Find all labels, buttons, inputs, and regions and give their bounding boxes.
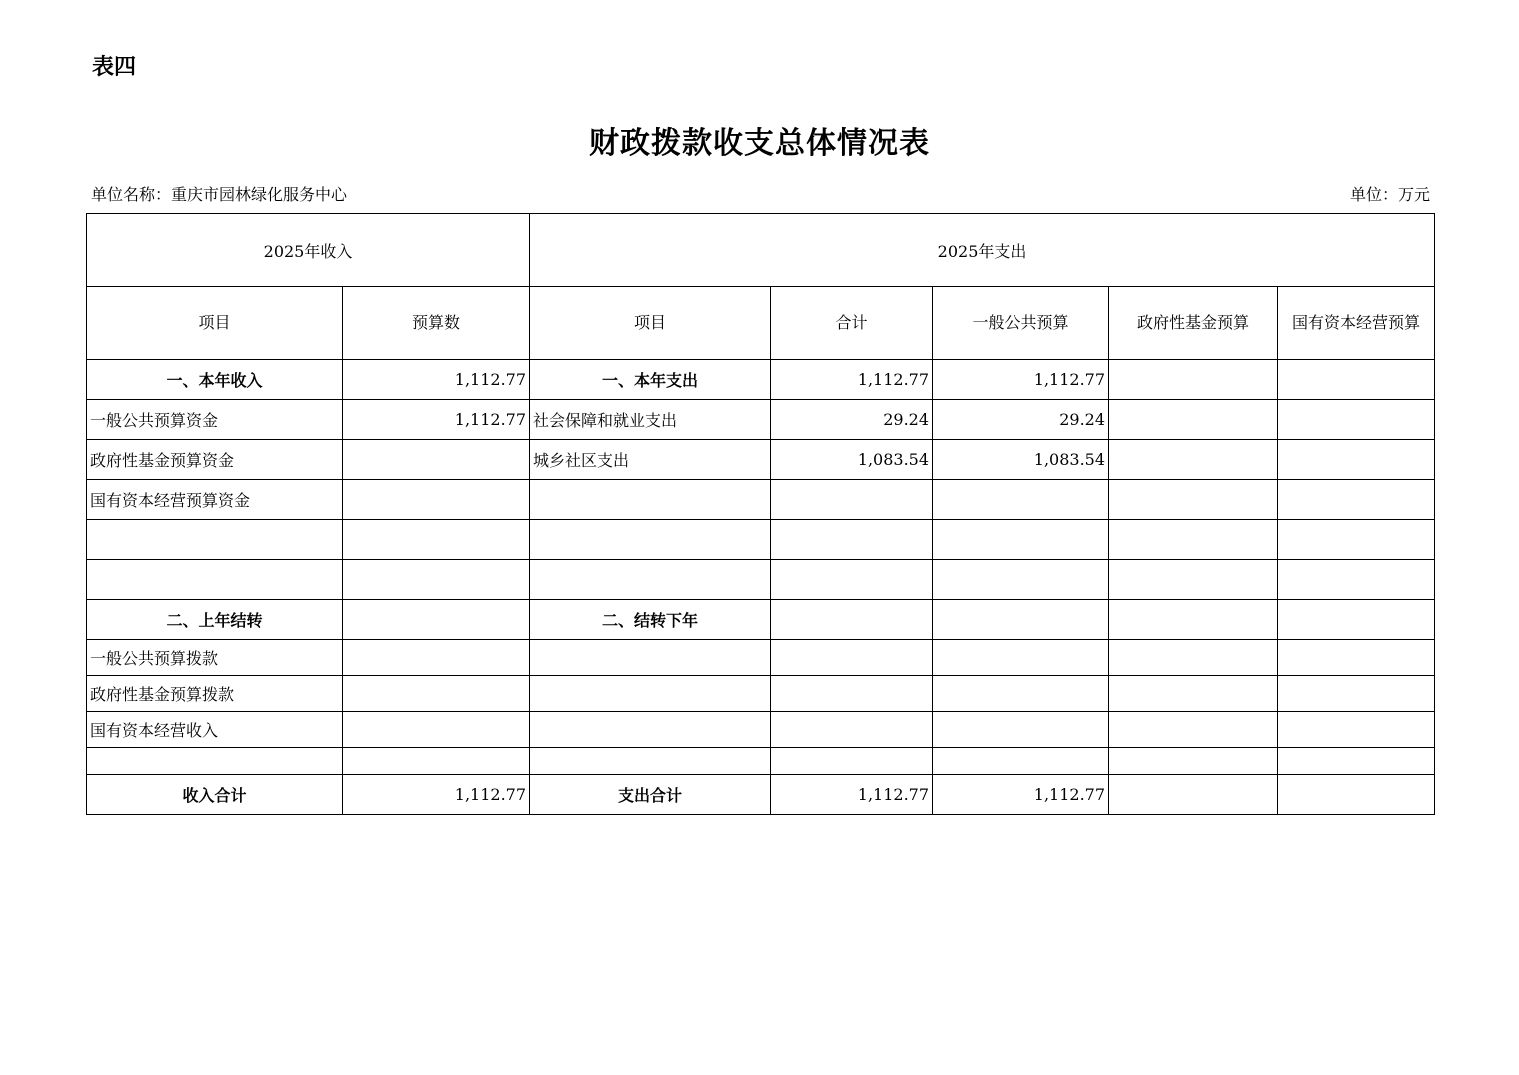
income-item-cell: 政府性基金预算拨款 [87, 676, 343, 712]
income-item-cell: 收入合计 [87, 775, 343, 815]
expense-state-capital-cell [1278, 440, 1435, 480]
expense-general-public-cell: 29.24 [933, 400, 1109, 440]
expense-item-cell: 二、结转下年 [530, 600, 771, 640]
income-item-cell: 二、上年结转 [87, 600, 343, 640]
income-amount-cell [343, 712, 530, 748]
expense-government-fund-cell [1109, 712, 1278, 748]
expense-state-capital-cell [1278, 775, 1435, 815]
col-total: 合计 [771, 287, 933, 360]
expense-item-cell: 城乡社区支出 [530, 440, 771, 480]
income-amount-cell [343, 480, 530, 520]
income-group-header: 2025年收入 [87, 214, 530, 287]
expense-government-fund-cell [1109, 440, 1278, 480]
income-amount-cell [343, 748, 530, 775]
expense-general-public-cell [933, 560, 1109, 600]
column-header-row [87, 287, 1435, 360]
col-state-capital-budget: 国有资本经营预算 [1278, 287, 1435, 360]
expense-total-cell: 1,112.77 [771, 775, 933, 815]
expense-general-public-cell: 1,112.77 [933, 775, 1109, 815]
expense-government-fund-cell [1109, 676, 1278, 712]
expense-state-capital-cell [1278, 748, 1435, 775]
expense-government-fund-cell [1109, 400, 1278, 440]
col-income-item: 项目 [87, 287, 343, 360]
group-header-row [87, 214, 1435, 287]
expense-item-cell [530, 480, 771, 520]
income-item-cell: 政府性基金预算资金 [87, 440, 343, 480]
expense-total-cell [771, 520, 933, 560]
income-amount-cell [343, 520, 530, 560]
income-item-cell: 一般公共预算资金 [87, 400, 343, 440]
income-amount-cell [343, 600, 530, 640]
expense-government-fund-cell [1109, 600, 1278, 640]
expense-general-public-cell [933, 676, 1109, 712]
expense-state-capital-cell [1278, 712, 1435, 748]
income-amount-cell [343, 440, 530, 480]
table-row [87, 600, 1435, 640]
income-item-cell: 一、本年收入 [87, 360, 343, 400]
expense-state-capital-cell [1278, 560, 1435, 600]
income-item-cell [87, 560, 343, 600]
expense-item-cell [530, 676, 771, 712]
expense-total-cell: 1,083.54 [771, 440, 933, 480]
expense-general-public-cell [933, 748, 1109, 775]
expense-total-cell: 1,112.77 [771, 360, 933, 400]
income-amount-cell: 1,112.77 [343, 360, 530, 400]
expense-state-capital-cell [1278, 676, 1435, 712]
table-number: 表四 [92, 55, 137, 80]
table-row [87, 676, 1435, 712]
income-amount-cell: 1,112.77 [343, 775, 530, 815]
expense-item-cell: 支出合计 [530, 775, 771, 815]
expense-government-fund-cell [1109, 520, 1278, 560]
expense-total-cell [771, 676, 933, 712]
expense-total-cell [771, 480, 933, 520]
expense-government-fund-cell [1109, 775, 1278, 815]
expense-general-public-cell: 1,083.54 [933, 440, 1109, 480]
expense-government-fund-cell [1109, 560, 1278, 600]
col-expense-item: 项目 [530, 287, 771, 360]
expense-general-public-cell: 1,112.77 [933, 360, 1109, 400]
expense-item-cell [530, 560, 771, 600]
table-row [87, 560, 1435, 600]
expense-government-fund-cell [1109, 480, 1278, 520]
expense-state-capital-cell [1278, 480, 1435, 520]
col-budget-amount: 预算数 [343, 287, 530, 360]
expense-item-cell [530, 748, 771, 775]
col-government-fund-budget: 政府性基金预算 [1109, 287, 1278, 360]
table-row [87, 520, 1435, 560]
expense-state-capital-cell [1278, 360, 1435, 400]
expense-state-capital-cell [1278, 520, 1435, 560]
expense-general-public-cell [933, 640, 1109, 676]
table-row [87, 640, 1435, 676]
income-item-cell: 国有资本经营收入 [87, 712, 343, 748]
expense-general-public-cell [933, 480, 1109, 520]
page-title: 财政拨款收支总体情况表 [589, 126, 930, 161]
unit-name: 单位名称：重庆市园林绿化服务中心 [91, 185, 348, 204]
table-row [87, 360, 1435, 400]
table-row [87, 748, 1435, 775]
expense-item-cell: 社会保障和就业支出 [530, 400, 771, 440]
income-amount-cell [343, 640, 530, 676]
expense-state-capital-cell [1278, 600, 1435, 640]
expense-total-cell [771, 640, 933, 676]
income-item-cell [87, 520, 343, 560]
col-general-public-budget: 一般公共预算 [933, 287, 1109, 360]
expense-general-public-cell [933, 600, 1109, 640]
expense-general-public-cell [933, 712, 1109, 748]
income-item-cell [87, 748, 343, 775]
expense-government-fund-cell [1109, 360, 1278, 400]
expense-total-cell [771, 748, 933, 775]
income-amount-cell: 1,112.77 [343, 400, 530, 440]
expense-government-fund-cell [1109, 748, 1278, 775]
expense-state-capital-cell [1278, 400, 1435, 440]
expense-total-cell: 29.24 [771, 400, 933, 440]
expense-total-cell [771, 560, 933, 600]
income-amount-cell [343, 676, 530, 712]
expense-item-cell [530, 712, 771, 748]
expense-state-capital-cell [1278, 640, 1435, 676]
table-row [87, 480, 1435, 520]
expense-total-cell [771, 712, 933, 748]
income-item-cell: 一般公共预算拨款 [87, 640, 343, 676]
expense-group-header: 2025年支出 [530, 214, 1435, 287]
currency-unit: 单位：万元 [1349, 185, 1430, 204]
table-row [87, 440, 1435, 480]
budget-table [86, 213, 1435, 815]
table-row [87, 400, 1435, 440]
table-row [87, 775, 1435, 815]
expense-general-public-cell [933, 520, 1109, 560]
expense-total-cell [771, 600, 933, 640]
expense-item-cell: 一、本年支出 [530, 360, 771, 400]
income-item-cell: 国有资本经营预算资金 [87, 480, 343, 520]
expense-item-cell [530, 520, 771, 560]
table-row [87, 712, 1435, 748]
expense-item-cell [530, 640, 771, 676]
expense-government-fund-cell [1109, 640, 1278, 676]
income-amount-cell [343, 560, 530, 600]
